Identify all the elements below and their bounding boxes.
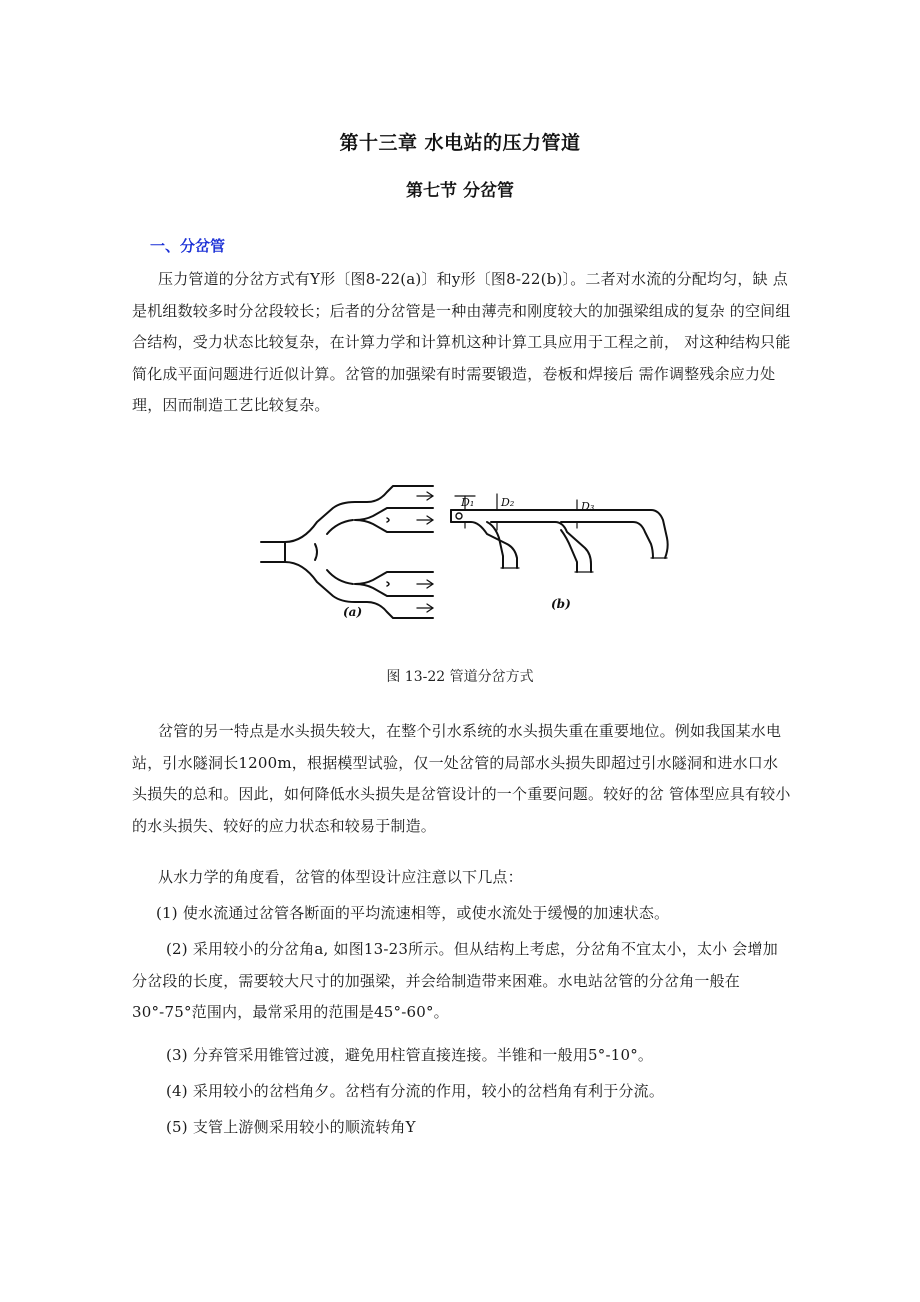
- chapter-title: 第十三章 水电站的压力管道: [339, 132, 581, 154]
- list-item-2: (2) 采用较小的分岔角a, 如图13-23所示。但从结构上考虑，分岔角不宜太小，太小 会增加分岔段的长度，需要较大尺寸的加强梁，并会给制造带来困难。水电站岔管的分岔角一般在 30°-75°范围内，最常采用的范围是45°-60°。: [132, 940, 778, 1021]
- dim-d1: D₁: [461, 496, 475, 509]
- paragraph-branching-methods: 压力管道的分岔方式有Y形〔图8-22(a)〕和y形〔图8-22(b)〕。二者对水流的分配均匀，缺 点是机组数较多时分岔段较长；后者的分岔管是一种由薄壳和刚度较大的加强梁组成的复杂 的空间组合结构，受力状态比较复杂，在计算力学和计算机这种计算工具应用于工程之前， 对这种结构只能简化成平面问题进行近似计算。岔管的加强梁有时需要锻造，卷板和焊接后 需作调整残余应力处理，因而制造工艺比较复杂。: [132, 270, 791, 414]
- pipe-branching-figure: [255, 482, 675, 632]
- figure-label-b: (b): [551, 597, 571, 611]
- list-item-4: (4) 采用较小的岔档角夕。岔档有分流的作用，较小的岔档角有利于分流。: [166, 1082, 665, 1100]
- y-branch-diagram: [261, 486, 433, 618]
- figure-caption: 图 13-22 管道分岔方式: [386, 669, 534, 685]
- paragraph-hydraulic-intro: 从水力学的角度看，岔管的体型设计应注意以下几点：: [158, 868, 523, 886]
- branching-diagram: [255, 482, 675, 632]
- dim-d2: D₂: [501, 496, 515, 509]
- dim-d3: D₃: [581, 500, 595, 513]
- figure-label-a: (a): [343, 605, 363, 619]
- list-item-1: (1) 使水流通过岔管各断面的平均流速相等，或使水流处于缓慢的加速状态。: [156, 904, 670, 922]
- manifold-branch-diagram: [451, 494, 668, 572]
- paragraph-head-loss: 岔管的另一特点是水头损失较大，在整个引水系统的水头损失重在重要地位。例如我国某水电站，引水隧洞长1200m，根据模型试验，仅一处岔管的局部水头损失即超过引水隧洞和进水口水头损失的总和。因此，如何降低水头损失是岔管设计的一个重要问题。较好的岔 管体型应具有较小的水头损失、较好的应力状态和较易于制造。: [132, 722, 791, 835]
- section-title: 第七节 分岔管: [406, 181, 514, 201]
- list-item-5: (5) 支管上游侧采用较小的顺流转角Y: [166, 1118, 416, 1136]
- subsection-heading: 一、分岔管: [150, 237, 226, 255]
- list-item-3: (3) 分弃管采用锥管过渡，避免用柱管直接连接。半锥和一般用5°-10°。: [166, 1046, 654, 1064]
